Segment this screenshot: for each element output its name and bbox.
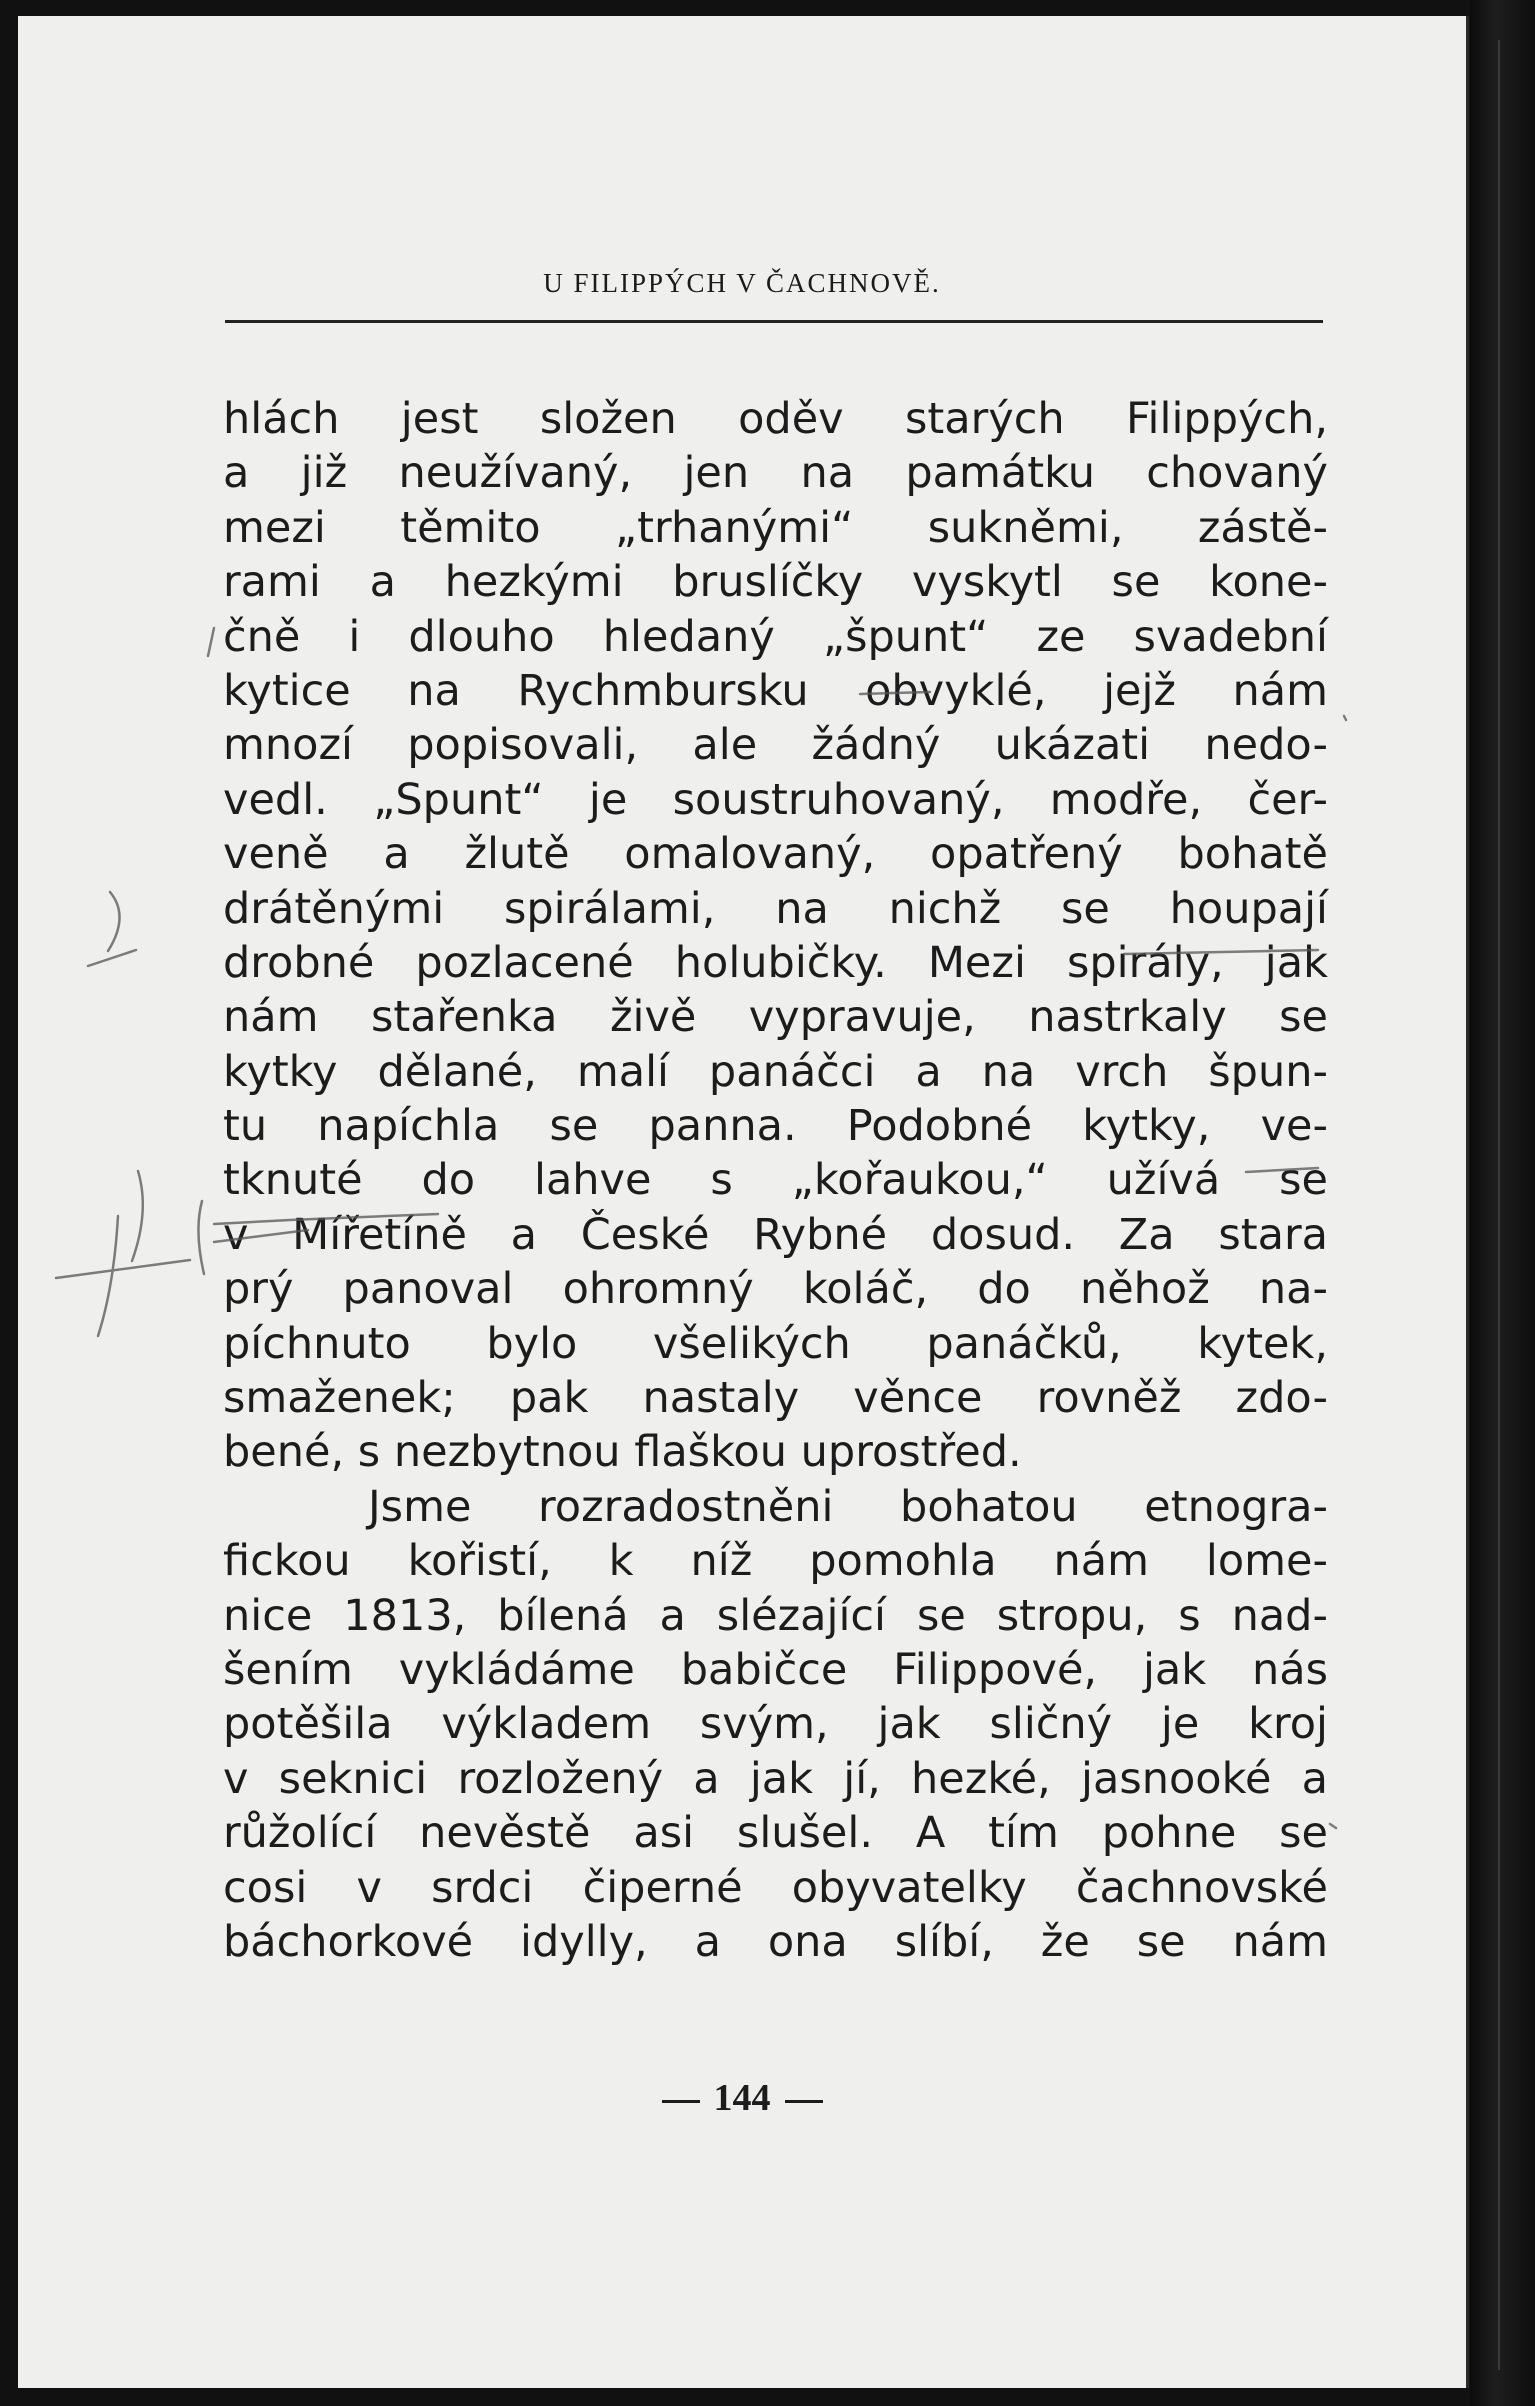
page-number <box>18 2076 1466 2120</box>
book-edge <box>1470 0 1535 2406</box>
text-line: bené, s nezbytnou flaškou uprostřed. <box>223 1427 1022 1478</box>
book-page <box>18 16 1469 2388</box>
text-line: nice 1813, bílená a slézající se stropu, s nad- <box>223 1590 1328 1641</box>
text-line: potěšila výkladem svým, jak sličný je kroj <box>223 1699 1328 1750</box>
text-line: a již neužívaný, jen na památku chovaný <box>223 448 1328 499</box>
text-line: Jsme rozradostněni bohatou etnogra- <box>368 1481 1328 1532</box>
text-line: šením vykládáme babičce Filippové, jak nás <box>223 1644 1328 1695</box>
text-line: čně i dlouho hledaný „špunt“ ze svadební <box>223 611 1328 662</box>
text-line: báchorkové idylly, a ona slíbí, že se nám <box>223 1916 1328 1967</box>
folio-dash-right <box>785 2100 823 2103</box>
text-line: fickou kořistí, k níž pomohla nám lome- <box>223 1536 1328 1587</box>
text-line: drátěnými spirálami, na nichž se houpají <box>223 883 1328 934</box>
text-line: v seknici rozložený a jak jí, hezké, jasnooké a <box>223 1753 1328 1804</box>
text-line: prý panoval ohromný koláč, do něhož na- <box>223 1264 1328 1315</box>
text-line: nám stařenka živě vypravuje, nastrkaly se <box>223 992 1328 1043</box>
text-line: mezi těmito „trhanými“ sukněmi, zástě- <box>223 502 1328 553</box>
running-head: U FILIPPÝCH V ČACHNOVĚ. <box>543 268 941 298</box>
folio-dash-left <box>662 2100 700 2103</box>
book-edge-line <box>1498 40 1500 2370</box>
text-line: kytice na Rychmbursku obvyklé, jejž nám <box>223 665 1328 716</box>
text-line: smaženek; pak nastaly věnce rovněž zdo- <box>223 1373 1328 1424</box>
text-line: rami a hezkými bruslíčky vyskytl se kone- <box>223 557 1328 608</box>
text-line: vedl. „Spunt“ je soustruhovaný, modře, čer- <box>223 774 1328 825</box>
text-line: kytky dělané, malí panáčci a na vrch špun- <box>223 1046 1328 1097</box>
text-line: píchnuto bylo všelikých panáčků, kytek, <box>223 1318 1328 1369</box>
text-line: tu napíchla se panna. Podobné kytky, ve- <box>223 1101 1328 1152</box>
text-line: hlách jest složen oděv starých Filippých, <box>223 394 1328 444</box>
text-line: tknuté do lahve s „kořaukou,“ užívá se <box>223 1155 1328 1206</box>
folio-number: 144 <box>713 2077 771 2119</box>
body-text <box>223 392 1328 1969</box>
head-rule <box>225 320 1323 323</box>
text-line: drobné pozlacené holubičky. Mezi spirály, jak <box>223 937 1328 988</box>
text-line: v Mířetíně a České Rybné dosud. Za stara <box>223 1209 1328 1260</box>
text-line: cosi v srdci čiperné obyvatelky čachnovské <box>223 1862 1328 1913</box>
text-line: růžolící nevěstě asi slušel. A tím pohne se <box>223 1808 1328 1859</box>
text-line: mnozí popisovali, ale žádný ukázati nedo- <box>223 720 1328 771</box>
text-line: veně a žlutě omalovaný, opatřený bohatě <box>223 829 1328 880</box>
